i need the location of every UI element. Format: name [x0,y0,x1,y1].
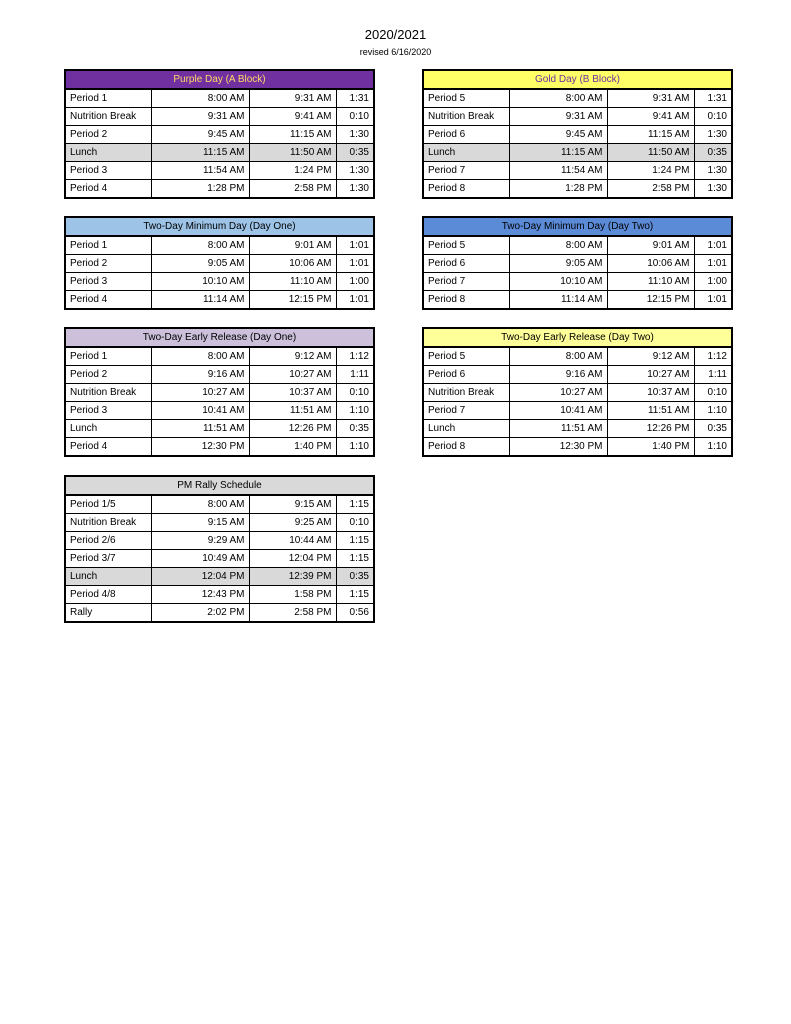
duration-cell: 1:15 [336,532,374,550]
table-row [65,255,374,273]
table-row [423,255,732,273]
period-cell: Period 5 [423,89,509,108]
end-time-cell: 10:27 AM [249,366,336,384]
period-cell: Nutrition Break [423,384,509,402]
end-time-cell: 10:44 AM [249,532,336,550]
duration-cell: 1:00 [694,273,732,291]
start-time-cell: 12:30 PM [509,438,607,457]
start-time-cell: 10:27 AM [509,384,607,402]
table-title: Two-Day Minimum Day (Day One) [65,217,374,236]
duration-cell: 1:15 [336,550,374,568]
start-time-cell: 9:45 AM [151,126,249,144]
duration-cell: 1:01 [694,236,732,255]
period-cell: Period 1 [65,347,151,366]
start-time-cell: 11:14 AM [151,291,249,310]
period-cell: Lunch [65,420,151,438]
end-time-cell: 11:10 AM [607,273,694,291]
period-cell: Period 2 [65,126,151,144]
table-title: Purple Day (A Block) [65,70,374,89]
end-time-cell: 1:58 PM [249,586,336,604]
duration-cell: 1:01 [336,255,374,273]
end-time-cell: 2:58 PM [249,604,336,623]
table-row [65,568,374,586]
duration-cell: 0:10 [694,384,732,402]
duration-cell: 1:30 [336,180,374,199]
period-cell: Period 7 [423,162,509,180]
start-time-cell: 10:41 AM [509,402,607,420]
start-time-cell: 8:00 AM [151,236,249,255]
duration-cell: 1:00 [336,273,374,291]
duration-cell: 0:10 [336,108,374,126]
table-row [65,495,374,514]
start-time-cell: 10:49 AM [151,550,249,568]
start-time-cell: 11:54 AM [509,162,607,180]
min-day-one-table [64,216,375,310]
period-cell: Period 1/5 [65,495,151,514]
duration-cell: 1:30 [694,162,732,180]
table-row [65,236,374,255]
table-title: Gold Day (B Block) [423,70,732,89]
end-time-cell: 10:06 AM [607,255,694,273]
table-row [65,420,374,438]
period-cell: Period 4 [65,180,151,199]
period-cell: Lunch [423,144,509,162]
period-cell: Period 5 [423,347,509,366]
start-time-cell: 9:05 AM [151,255,249,273]
start-time-cell: 9:31 AM [151,108,249,126]
start-time-cell: 11:15 AM [509,144,607,162]
table-row [65,144,374,162]
start-time-cell: 9:45 AM [509,126,607,144]
start-time-cell: 11:51 AM [509,420,607,438]
table-title: PM Rally Schedule [65,476,374,495]
start-time-cell: 12:04 PM [151,568,249,586]
duration-cell: 0:35 [336,568,374,586]
table-row [423,144,732,162]
end-time-cell: 2:58 PM [249,180,336,199]
table-row [423,347,732,366]
period-cell: Period 2/6 [65,532,151,550]
min-day-two-table [422,216,733,310]
duration-cell: 1:12 [336,347,374,366]
table-row [423,162,732,180]
period-cell: Period 6 [423,255,509,273]
duration-cell: 1:11 [336,366,374,384]
end-time-cell: 11:50 AM [249,144,336,162]
pm-rally-table [64,475,375,623]
start-time-cell: 8:00 AM [151,347,249,366]
table-row [423,402,732,420]
period-cell: Period 4 [65,291,151,310]
end-time-cell: 9:41 AM [607,108,694,126]
table-row [65,384,374,402]
table-row [65,291,374,310]
early-release-two-table [422,327,733,457]
end-time-cell: 11:15 AM [249,126,336,144]
duration-cell: 1:31 [336,89,374,108]
end-time-cell: 10:37 AM [249,384,336,402]
period-cell: Period 7 [423,273,509,291]
start-time-cell: 9:05 AM [509,255,607,273]
end-time-cell: 9:12 AM [607,347,694,366]
start-time-cell: 1:28 PM [151,180,249,199]
start-time-cell: 1:28 PM [509,180,607,199]
start-time-cell: 9:31 AM [509,108,607,126]
period-cell: Period 4/8 [65,586,151,604]
table-row [423,108,732,126]
end-time-cell: 12:15 PM [607,291,694,310]
end-time-cell: 11:50 AM [607,144,694,162]
end-time-cell: 9:01 AM [249,236,336,255]
duration-cell: 0:35 [336,420,374,438]
period-cell: Period 3 [65,273,151,291]
gold-day-table [422,69,733,199]
period-cell: Period 7 [423,402,509,420]
start-time-cell: 8:00 AM [509,236,607,255]
table-row [65,586,374,604]
duration-cell: 1:12 [694,347,732,366]
table-title: Two-Day Minimum Day (Day Two) [423,217,732,236]
duration-cell: 1:15 [336,586,374,604]
period-cell: Period 3 [65,402,151,420]
period-cell: Period 1 [65,236,151,255]
table-row [65,550,374,568]
end-time-cell: 10:27 AM [607,366,694,384]
period-cell: Nutrition Break [65,514,151,532]
table-row [423,126,732,144]
period-cell: Lunch [65,144,151,162]
duration-cell: 1:10 [336,438,374,457]
end-time-cell: 9:25 AM [249,514,336,532]
end-time-cell: 9:41 AM [249,108,336,126]
end-time-cell: 11:15 AM [607,126,694,144]
end-time-cell: 10:06 AM [249,255,336,273]
period-cell: Period 8 [423,438,509,457]
start-time-cell: 8:00 AM [509,89,607,108]
end-time-cell: 12:26 PM [607,420,694,438]
end-time-cell: 10:37 AM [607,384,694,402]
table-row [65,347,374,366]
duration-cell: 1:10 [694,438,732,457]
period-cell: Period 2 [65,255,151,273]
table-row [65,108,374,126]
table-row [65,162,374,180]
end-time-cell: 9:31 AM [607,89,694,108]
period-cell: Nutrition Break [423,108,509,126]
end-time-cell: 11:51 AM [607,402,694,420]
start-time-cell: 12:43 PM [151,586,249,604]
period-cell: Period 2 [65,366,151,384]
end-time-cell: 1:40 PM [249,438,336,457]
period-cell: Period 6 [423,126,509,144]
table-row [65,532,374,550]
duration-cell: 1:11 [694,366,732,384]
start-time-cell: 8:00 AM [151,89,249,108]
duration-cell: 1:15 [336,495,374,514]
end-time-cell: 11:51 AM [249,402,336,420]
page-title: 2020/2021 [364,27,427,42]
period-cell: Period 4 [65,438,151,457]
duration-cell: 1:30 [336,162,374,180]
table-row [423,366,732,384]
table-row [423,89,732,108]
table-row [65,180,374,199]
duration-cell: 0:35 [694,144,732,162]
end-time-cell: 12:04 PM [249,550,336,568]
duration-cell: 1:10 [694,402,732,420]
table-row [423,273,732,291]
start-time-cell: 9:15 AM [151,514,249,532]
duration-cell: 0:35 [336,144,374,162]
start-time-cell: 2:02 PM [151,604,249,623]
table-row [423,438,732,457]
end-time-cell: 2:58 PM [607,180,694,199]
period-cell: Period 3 [65,162,151,180]
purple-day-table [64,69,375,199]
start-time-cell: 9:29 AM [151,532,249,550]
period-cell: Nutrition Break [65,108,151,126]
table-row [65,366,374,384]
period-cell: Lunch [423,420,509,438]
period-cell: Lunch [65,568,151,586]
table-row [423,291,732,310]
table-row [65,438,374,457]
start-time-cell: 11:54 AM [151,162,249,180]
table-row [65,273,374,291]
end-time-cell: 9:15 AM [249,495,336,514]
start-time-cell: 8:00 AM [509,347,607,366]
table-row [65,89,374,108]
table-row [65,126,374,144]
end-time-cell: 9:31 AM [249,89,336,108]
duration-cell: 0:35 [694,420,732,438]
end-time-cell: 12:39 PM [249,568,336,586]
period-cell: Period 5 [423,236,509,255]
duration-cell: 1:30 [336,126,374,144]
end-time-cell: 9:01 AM [607,236,694,255]
table-title: Two-Day Early Release (Day Two) [423,328,732,347]
end-time-cell: 11:10 AM [249,273,336,291]
period-cell: Period 8 [423,180,509,199]
table-row [423,180,732,199]
end-time-cell: 12:15 PM [249,291,336,310]
revision-date: revised 6/16/2020 [359,47,432,57]
start-time-cell: 10:41 AM [151,402,249,420]
end-time-cell: 1:40 PM [607,438,694,457]
start-time-cell: 12:30 PM [151,438,249,457]
start-time-cell: 11:51 AM [151,420,249,438]
early-release-one-table [64,327,375,457]
duration-cell: 1:31 [694,89,732,108]
duration-cell: 0:10 [336,384,374,402]
period-cell: Period 3/7 [65,550,151,568]
period-cell: Nutrition Break [65,384,151,402]
start-time-cell: 10:10 AM [509,273,607,291]
duration-cell: 1:30 [694,126,732,144]
period-cell: Period 8 [423,291,509,310]
duration-cell: 1:01 [336,236,374,255]
start-time-cell: 10:27 AM [151,384,249,402]
start-time-cell: 8:00 AM [151,495,249,514]
duration-cell: 0:10 [336,514,374,532]
duration-cell: 1:30 [694,180,732,199]
duration-cell: 1:10 [336,402,374,420]
period-cell: Period 1 [65,89,151,108]
duration-cell: 1:01 [336,291,374,310]
duration-cell: 1:01 [694,291,732,310]
table-title: Two-Day Early Release (Day One) [65,328,374,347]
period-cell: Rally [65,604,151,623]
period-cell: Period 6 [423,366,509,384]
start-time-cell: 9:16 AM [509,366,607,384]
end-time-cell: 1:24 PM [607,162,694,180]
end-time-cell: 12:26 PM [249,420,336,438]
table-row [65,514,374,532]
duration-cell: 0:56 [336,604,374,623]
table-row [423,236,732,255]
duration-cell: 1:01 [694,255,732,273]
start-time-cell: 10:10 AM [151,273,249,291]
table-row [65,402,374,420]
start-time-cell: 9:16 AM [151,366,249,384]
end-time-cell: 1:24 PM [249,162,336,180]
duration-cell: 0:10 [694,108,732,126]
start-time-cell: 11:15 AM [151,144,249,162]
table-row [65,604,374,623]
start-time-cell: 11:14 AM [509,291,607,310]
table-row [423,384,732,402]
table-row [423,420,732,438]
end-time-cell: 9:12 AM [249,347,336,366]
